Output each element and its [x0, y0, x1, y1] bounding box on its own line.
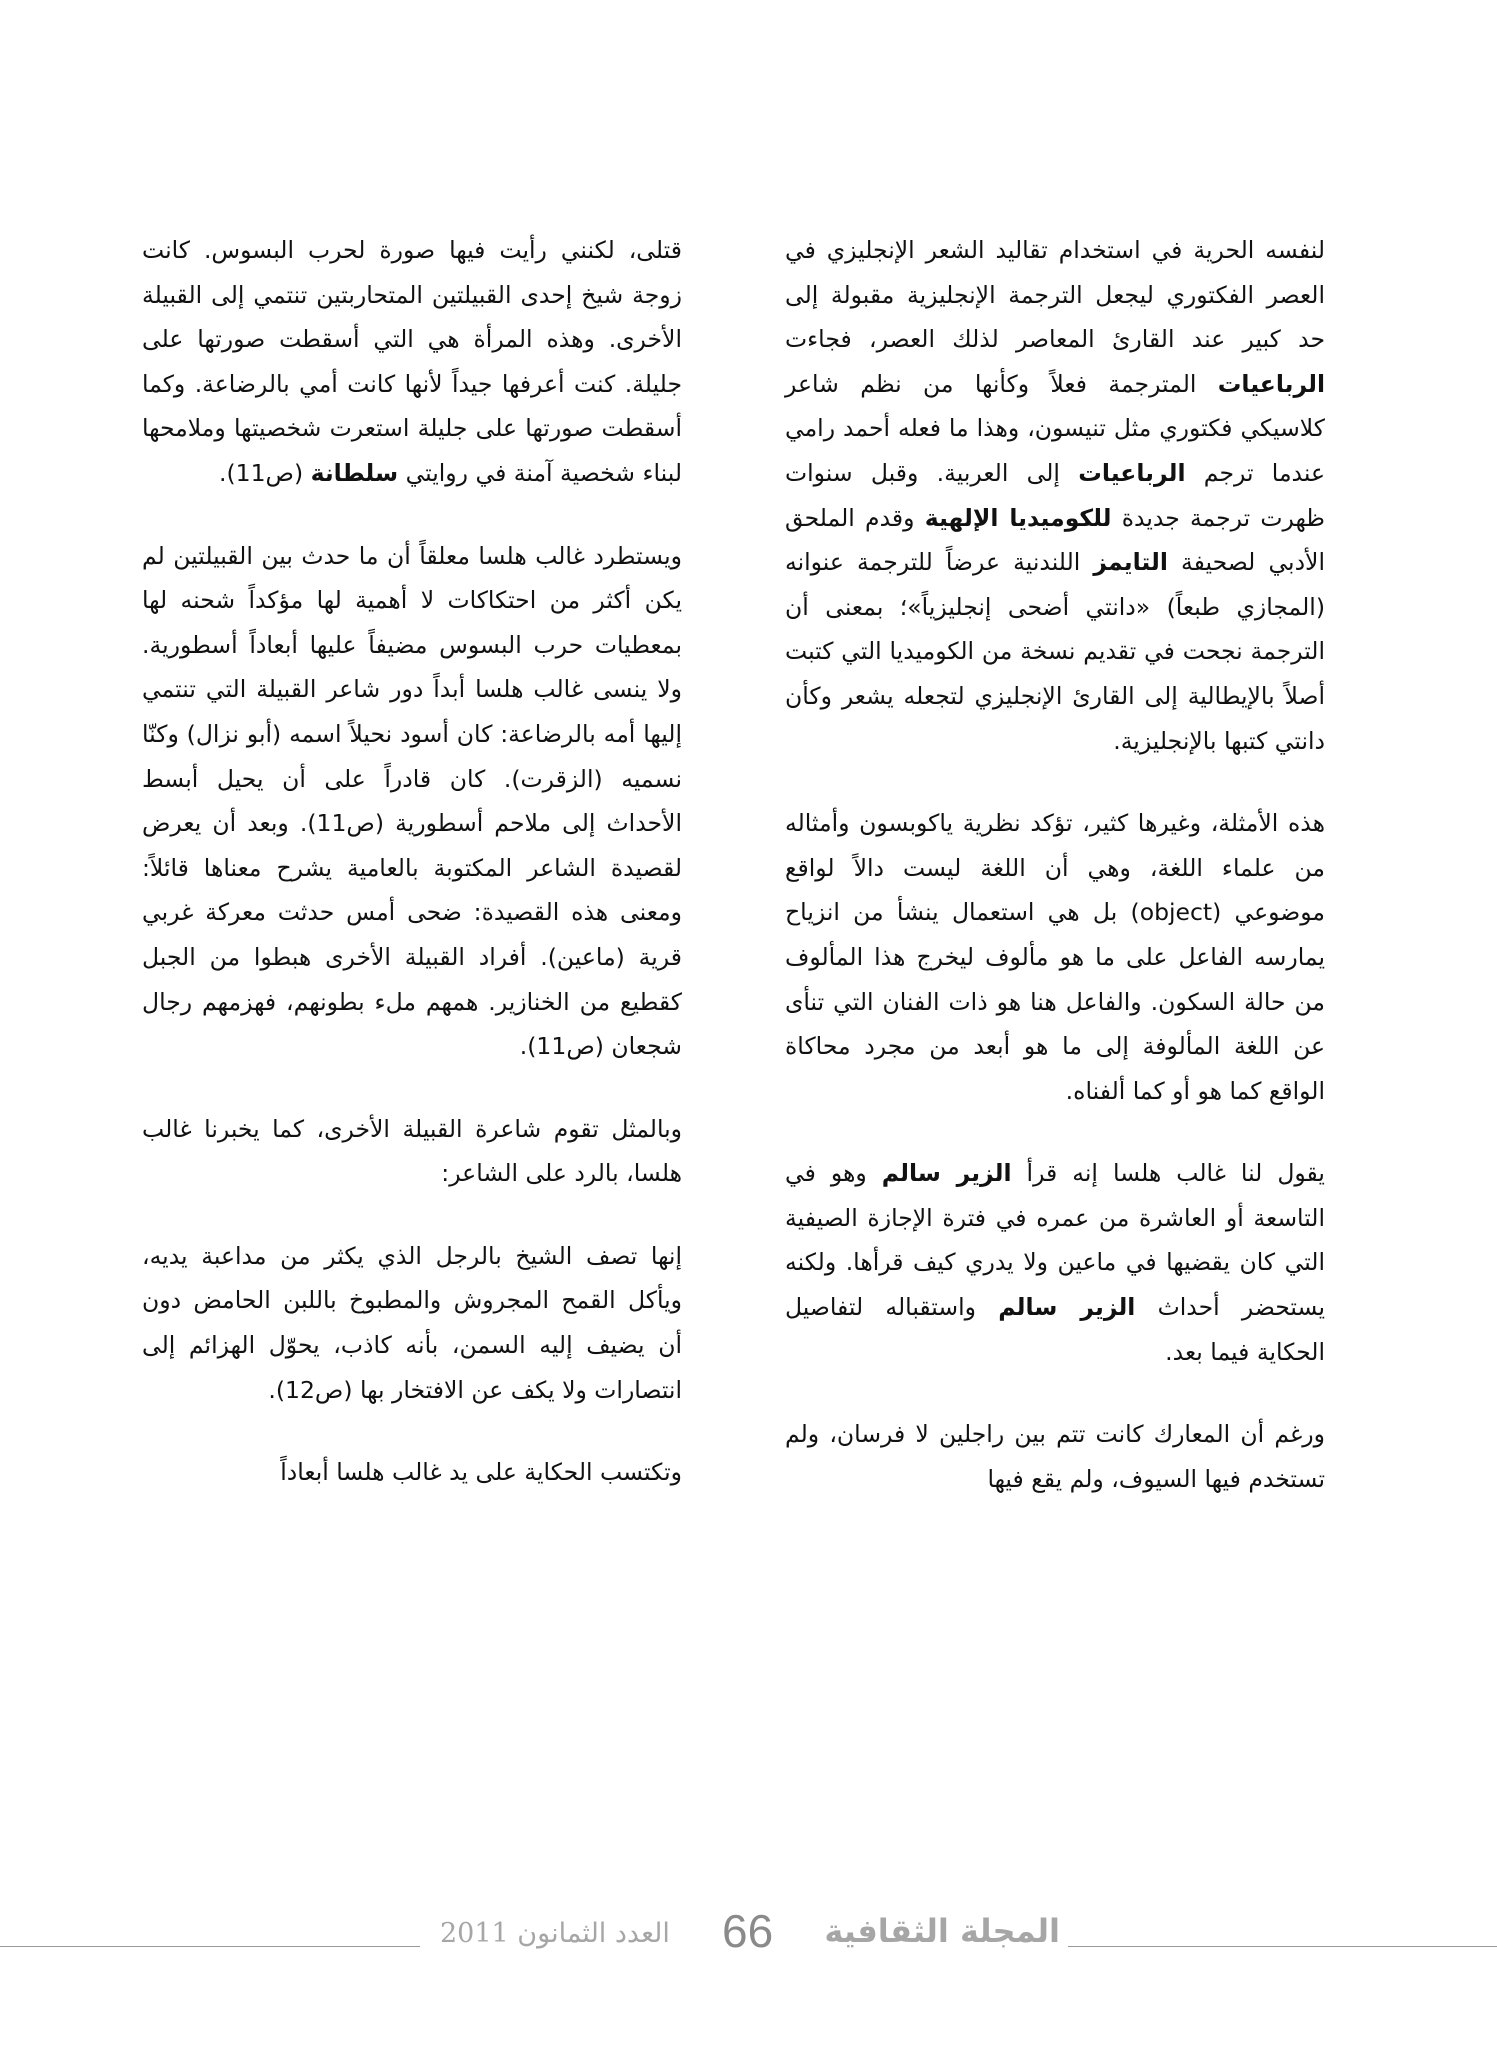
paragraph [785, 228, 1325, 763]
bold-title-text: الزير سالم [998, 1293, 1136, 1322]
paragraph-text: لنفسه الحرية في استخدام تقاليد الشعر الإنجليزي في العصر الفكتوري ليجعل الترجمة الإنجليزية مقبولة إلى حد كبير عند القارئ المعاصر لذلك العصر، فجاءت [785, 236, 1325, 354]
paragraph [142, 1450, 682, 1495]
paragraph-text: إنها تصف الشيخ بالرجل الذي يكثر من مداعبة يديه، ويأكل القمح المجروش والمطبوخ باللبن الحامض دون أن يضيف إليه السمن، بأنه كاذب، يحوّل الهزائم إلى انتصارات ولا يكف عن الافتخار بها (ص12). [142, 1241, 682, 1404]
footer-rule-right [1068, 1946, 1497, 1947]
paragraph-text: قتلى، لكنني رأيت فيها صورة لحرب البسوس. كانت زوجة شيخ إحدى القبيلتين المتحاربتين تنتمي إلى القبيلة الأخرى. وهذه المرأة هي التي أسقطت صورتها على جليلة. كنت أعرفها جيداً لأنها كانت أمي بالرضاعة. وكما أسقطت صورتها على جليلة استعرت شخصيتها وملامحها لبناء شخصية آمنة في روايتي [142, 236, 682, 487]
bold-title-text: الزير سالم [881, 1159, 1012, 1188]
paragraph-text: وقدم الملحق الأدبي لصحيفة [785, 503, 1325, 577]
paragraph-text: وبالمثل تقوم شاعرة القبيلة الأخرى، كما يخبرنا غالب هلسا، بالرد على الشاعر: [142, 1114, 682, 1188]
paragraph-text: ويستطرد غالب هلسا معلقاً أن ما حدث بين القبيلتين لم يكن أكثر من احتكاكات لا أهمية لها مؤكداً شحنه لها بمعطيات حرب البسوس مضيفاً عليها أبعاداً أسطورية. ولا ينسى غالب هلسا أبداً دور شاعر القبيلة التي تنتمي إليها أمه بالرضاعة: كان أسود نحيلاً اسمه (أبو نزال) وكنّا نسميه (الزقرت). كان قادراً على أن يحيل أبسط الأحداث إلى ملاحم أسطورية (ص11). وبعد أن يعرض لقصيدة الشاعر المكتوبة بالعامية يشرح معناها قائلاً: ومعنى هذه القصيدة: ضحى أمس حدثت معركة غربي قرية (ماعين). أفراد القبيلة الأخرى هبطوا من الجبل كقطيع من الخنازير. همهم ملء بطونهم، فهزمهم رجال شجعان (ص11). [142, 541, 682, 1061]
paragraph-text: إلى العربية. وقبل سنوات ظهرت ترجمة جديدة [785, 458, 1325, 532]
paragraph [142, 228, 682, 496]
bold-title-text: الرباعيات [1217, 369, 1325, 398]
paragraph-text: اللندنية عرضاً للترجمة عنوانه (المجازي طبعاً) «دانتي أضحى إنجليزياً»؛ بمعنى أن الترجمة نجحت في تقديم نسخة من الكوميديا التي كتبت أصلاً بالإيطالية إلى القارئ الإنجليزي لتجعله يشعر وكأن دانتي كتبها بالإنجليزية. [785, 548, 1325, 755]
paragraph [785, 1412, 1325, 1501]
bold-title-text: للكوميديا الإلهية [924, 503, 1112, 532]
paragraph-text: هذه الأمثلة، وغيرها كثير، تؤكد نظرية ياكوبسون وأمثاله من علماء اللغة، وهي أن اللغة ليست دالاً لواقع موضوعي (object) بل هي استعمال ينشأ من انزياح يمارسه الفاعل على ما هو مألوف ليخرج هذا المألوف من حالة السكون. والفاعل هنا هو ذات الفنان التي تنأى عن اللغة المألوفة إلى ما هو أبعد من مجرد محاكاة الواقع كما هو أو كما ألفناه. [785, 809, 1325, 1105]
bold-title-text: الرباعيات [1078, 458, 1186, 487]
issue-label: العدد الثمانون 2011 [440, 1918, 670, 1949]
paragraph [142, 1234, 682, 1412]
footer-rule-left [0, 1946, 420, 1947]
page-number: 66 [722, 1905, 774, 1957]
paragraph [785, 1151, 1325, 1374]
article-column-left [142, 228, 682, 1533]
article-column-right [785, 228, 1325, 1539]
paragraph-text: (ص11). [218, 458, 311, 487]
paragraph-text: المترجمة فعلاً وكأنها من نظم شاعر كلاسيكي فكتوري مثل تنيسون، وهذا ما فعله أحمد رامي عندما ترجم [785, 369, 1325, 487]
page-footer [0, 1905, 1497, 1960]
paragraph-text: وتكتسب الحكاية على يد غالب هلسا أبعاداً [280, 1458, 682, 1487]
paragraph [142, 1107, 682, 1196]
paragraph [785, 801, 1325, 1113]
paragraph-text: وهو في التاسعة أو العاشرة من عمره في فترة الإجازة الصيفية التي كان يقضيها في ماعين ولا يدري كيف قرأها. ولكنه يستحضر أحداث [785, 1159, 1326, 1322]
paragraph-text: ورغم أن المعارك كانت تتم بين راجلين لا فرسان، ولم تستخدم فيها السيوف، ولم يقع فيها [785, 1420, 1325, 1493]
bold-title-text: التايمز [1093, 548, 1168, 577]
paragraph [142, 534, 682, 1069]
magazine-title: المجلة الثقافية [824, 1912, 1060, 1950]
paragraph-text: يقول لنا غالب هلسا إنه قرأ [1011, 1159, 1325, 1188]
bold-title-text: سلطانة [310, 458, 399, 487]
paragraph-text: واستقباله لتفاصيل الحكاية فيما بعد. [785, 1293, 1325, 1366]
